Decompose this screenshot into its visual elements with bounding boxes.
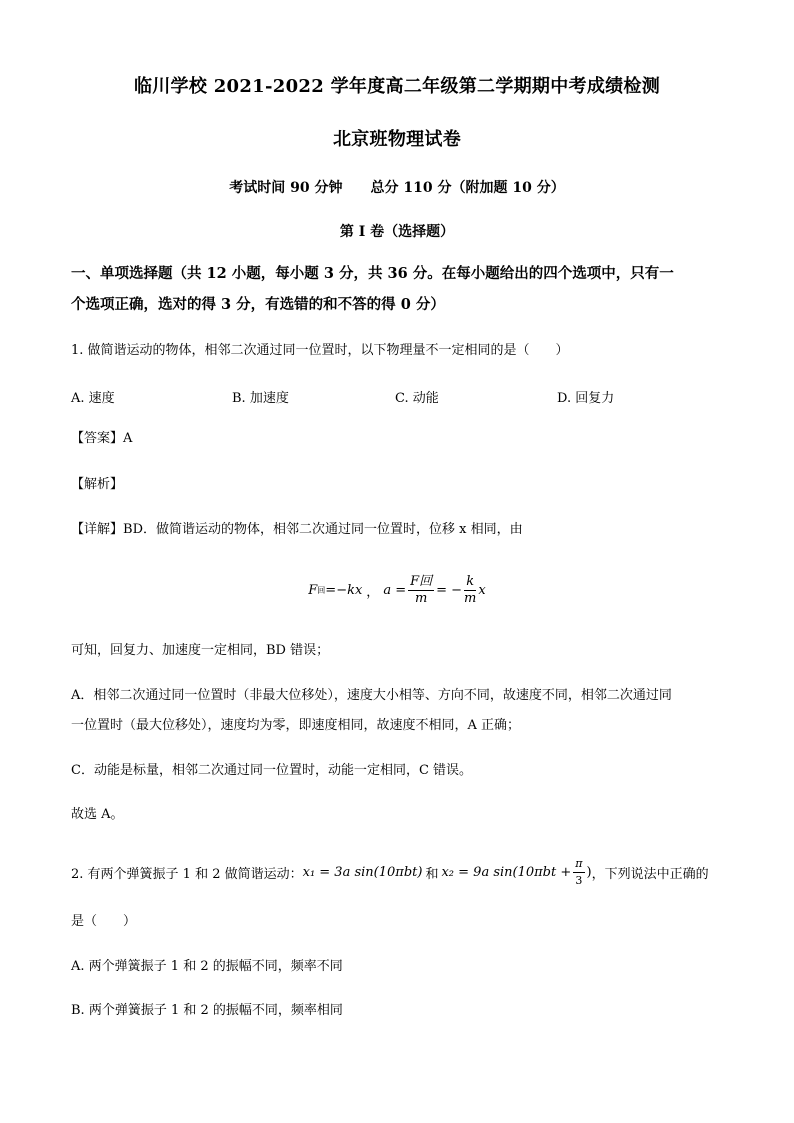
question-2-stem: [71, 856, 709, 889]
q2-option-a: A. 两个弹簧振子 1 和 2 的振幅不同，频率不同: [71, 959, 343, 974]
q2-option-b: B. 两个弹簧振子 1 和 2 的振幅不同，频率相同: [71, 1003, 343, 1018]
formula-f-rhs: =−kx: [325, 582, 363, 598]
q2-stem-start: 2. 有两个弹簧振子 1 和 2 做简谐运动：: [71, 867, 303, 882]
q1-formula: [0, 570, 794, 610]
fraction-1-numerator: F回: [410, 573, 433, 589]
answer-tag: 【答案】: [71, 431, 124, 446]
formula-f-lhs: F: [308, 582, 318, 598]
pi-denominator: 3: [575, 874, 583, 887]
q1-conclusion: 可知，回复力、加速度一定相同，BD 错误；: [71, 643, 330, 658]
formula-fraction-2: [464, 574, 476, 607]
document-subtitle: 北京班物理试卷: [332, 129, 462, 150]
document-title: 临川学校 2021-2022 学年度高二年级第二学期期中考成绩检测: [133, 76, 661, 97]
q2-x2-prefix: x₂ = 9a sin(10πbt +: [441, 865, 572, 880]
formula-tail: x: [478, 582, 486, 598]
formula-fraction-1: [408, 574, 434, 607]
q1-answer: [71, 430, 132, 448]
formula-sep: ，: [366, 584, 380, 600]
formula-mid: = −: [436, 582, 463, 598]
volume-heading: 第 I 卷（选择题）: [339, 224, 455, 240]
q1-option-a-analysis-line1: A．相邻二次通过同一位置时（非最大位移处），速度大小相等、方向不同，故速度不同，相邻二次通过同: [71, 688, 672, 703]
fraction-1-denominator: m: [414, 590, 428, 606]
q1-detail: [71, 521, 523, 539]
q2-stem-line2: 是（ ）: [71, 914, 137, 929]
q1-analysis-tag: 【解析】: [71, 477, 124, 492]
q2-stem-end: ，下列说法中正确的: [591, 867, 709, 882]
formula-a-lhs: a =: [383, 582, 407, 598]
formula-f-sub: 回: [317, 585, 326, 595]
q1-option-c: C. 动能: [395, 391, 439, 406]
q2-and: 和: [425, 867, 439, 882]
fraction-2-numerator: k: [466, 573, 475, 589]
exam-info: 考试时间 90 分钟 总分 110 分（附加题 10 分）: [229, 180, 565, 196]
q1-option-c-analysis: C．动能是标量，相邻二次通过同一位置时，动能一定相同，C 错误。: [71, 763, 473, 778]
detail-tag: 【详解】: [71, 522, 124, 537]
pi-numerator: π: [573, 856, 584, 873]
q2-x1-equation: x₁ = 3a sin(10πbt): [302, 865, 423, 880]
detail-text: BD．做简谐运动的物体，相邻二次通过同一位置时，位移 x 相同，由: [123, 522, 523, 537]
answer-value: A: [123, 431, 133, 446]
question-1-stem: 1. 做简谐运动的物体，相邻二次通过同一位置时，以下物理量不一定相同的是（ ）: [71, 343, 569, 358]
section-heading-line2: 个选项正确，选对的得 3 分，有选错的和不答的得 0 分）: [71, 296, 445, 313]
q1-option-d: D. 回复力: [557, 391, 615, 406]
section-heading-line1: 一、单项选择题（共 12 小题，每小题 3 分，共 36 分。在每小题给出的四个选项中，只有一: [71, 265, 674, 282]
q1-option-a-analysis-line2: 一位置时（最大位移处），速度均为零，即速度相同，故速度不相同，A 正确；: [71, 718, 521, 733]
q2-x2-suffix: ): [586, 865, 592, 880]
q1-option-a: A. 速度: [71, 391, 115, 406]
q2-pi-fraction: [573, 856, 584, 889]
fraction-2-denominator: m: [464, 590, 477, 606]
q1-option-b: B. 加速度: [232, 391, 289, 406]
q1-final-answer: 故选 A。: [71, 807, 124, 822]
